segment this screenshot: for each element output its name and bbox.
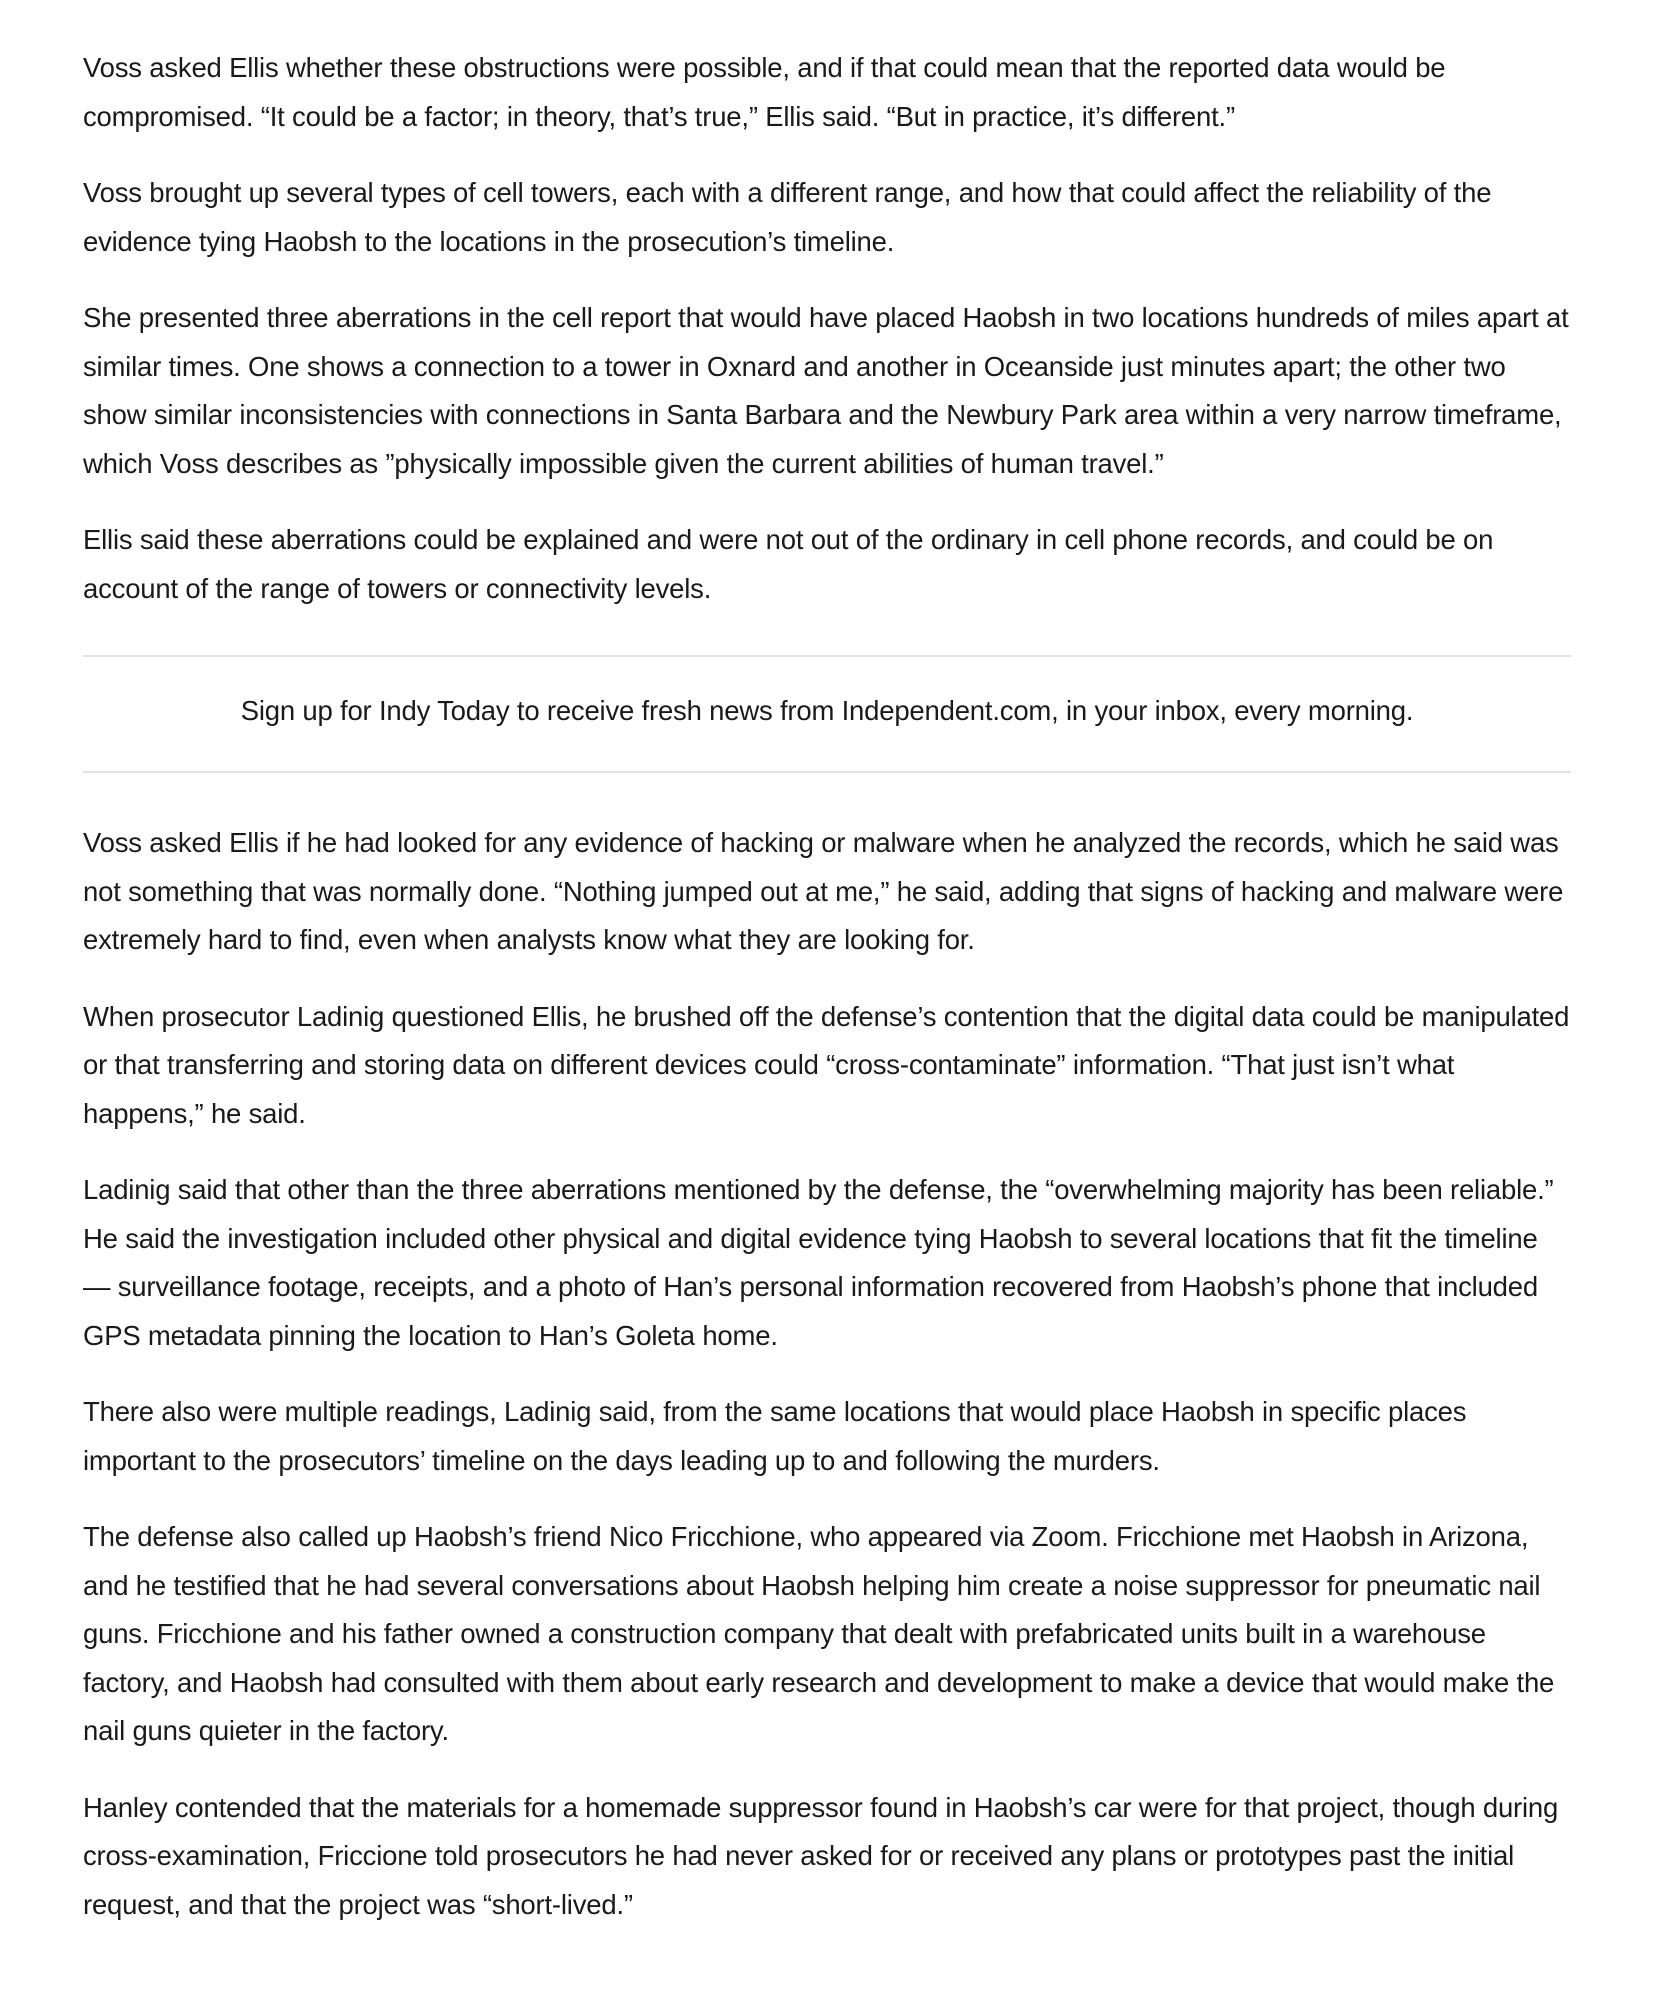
paragraph: Voss asked Ellis if he had looked for any evidence of hacking or malware when he analyzed the records, which he said was not something that was normally done. “Nothing jumped out at me,” he said, adding that signs of hacking and malware were extremely hard to find, even when analysts know what they are looking for. bbox=[83, 827, 1564, 955]
paragraph: Voss asked Ellis whether these obstructions were possible, and if that could mean that the reported data would be compromised. “It could be a factor; in theory, that’s true,” Ellis said. “But in practice, it’s different.” bbox=[83, 52, 1446, 132]
newsletter-signup-banner[interactable] bbox=[83, 655, 1571, 773]
paragraph: There also were multiple readings, Ladinig said, from the same locations that would place Haobsh in specific places important to the prosecutors’ timeline on the days leading up to and following the murders. bbox=[83, 1396, 1467, 1476]
article-body bbox=[83, 44, 1571, 1957]
newsletter-signup-text[interactable]: Sign up for Indy Today to receive fresh news from Independent.com, in your inbox, every morning. bbox=[240, 695, 1414, 726]
paragraph: Ladinig said that other than the three aberrations mentioned by the defense, the “overwhelming majority has been reliable.” He said the investigation included other physical and digital evidence tying Haobsh to several locations that fit the timeline — surveillance footage, receipts, and a photo of Han’s personal information recovered from Haobsh’s phone that included GPS metadata pinning the location to Han’s Goleta home. bbox=[83, 1174, 1554, 1351]
paragraph: Hanley contended that the materials for a homemade suppressor found in Haobsh’s car were for that project, though during cross-examination, Friccione told prosecutors he had never asked for or received any plans or prototypes past the initial request, and that the project was “short-lived.” bbox=[83, 1791, 1559, 1920]
paragraph: She presented three aberrations in the cell report that would have placed Haobsh in two locations hundreds of miles apart at similar times. One shows a connection to a tower in Oxnard and another in Oceanside just minutes apart; the other two show similar inconsistencies with connections in Santa Barbara and the Newbury Park area within a very narrow timeframe, which Voss describes as ”physically impossible given the current abilities of human travel.” bbox=[83, 302, 1569, 479]
paragraph: The defense also called up Haobsh’s friend Nico Fricchione, who appeared via Zoom. Fricchione met Haobsh in Arizona, and he testified that he had several conversations about Haobsh helping him create a noise suppressor for pneumatic nail guns. Fricchione and his father owned a construction company that dealt with prefabricated units built in a warehouse factory, and Haobsh had consulted with them about early research and development to make a device that would make the nail guns quieter in the factory. bbox=[83, 1521, 1555, 1746]
paragraph: When prosecutor Ladinig questioned Ellis, he brushed off the defense’s contention that the digital data could be manipulated or that transferring and storing data on different devices could “cross-contaminate” information. “That just isn’t what happens,” he said. bbox=[83, 1000, 1570, 1129]
paragraph: Ellis said these aberrations could be explained and were not out of the ordinary in cell phone records, and could be on account of the range of towers or connectivity levels. bbox=[83, 524, 1494, 604]
paragraph: Voss brought up several types of cell towers, each with a different range, and how that could affect the reliability of the evidence tying Haobsh to the locations in the prosecution’s timeline. bbox=[83, 177, 1492, 257]
